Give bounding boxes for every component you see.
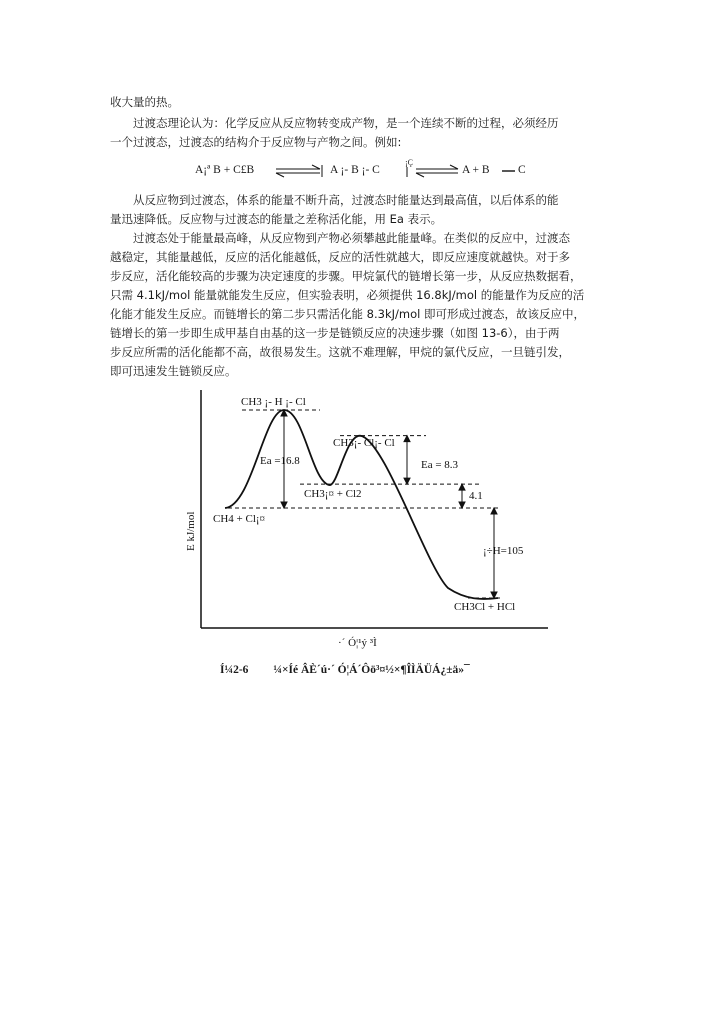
label-ts2: CH3¡- Cl¡- Cl: [333, 437, 395, 449]
label-reactants: CH4 + Cl¡¤: [213, 513, 266, 525]
label-ea2: Ea = 8.3: [421, 459, 459, 471]
text-line: 量迅速降低。反应物与过渡态的能量之差称活化能，用 Ea 表示。: [110, 212, 443, 226]
y-axis-label: E kJ/mol: [185, 511, 197, 551]
arrow-dh1: [459, 484, 465, 508]
arrow-ea2: [404, 436, 410, 484]
text-line: 从反应物到过渡态，体系的能量不断升高，过渡态时能量达到最高值，以后体系的能: [133, 193, 559, 207]
paragraph-transition-theory: [110, 114, 620, 152]
label-ts1: CH3 ¡- H ¡- Cl: [241, 396, 306, 408]
paragraph-activation-energy: [110, 191, 620, 229]
text-line: 只需 4.1kJ/mol 能量就能发生反应，但实验表明，必须提供 16.8kJ/mol 的能量作为反应的活: [110, 288, 585, 302]
product-formula: A + B: [462, 164, 490, 176]
energy-diagram: [180, 388, 560, 663]
text-line: 即可迅速发生链锁反应。: [110, 364, 237, 378]
text-line: 化能才能发生反应。而链增长的第二步只需活化能 8.3kJ/mol 即可形成过渡态，故该反应中，: [110, 307, 585, 321]
figure-caption: [220, 664, 470, 676]
label-products: CH3Cl + HCl: [454, 601, 516, 613]
reaction-equation: [190, 158, 550, 181]
label-intermediate: CH3¡¤ + Cl2: [304, 488, 362, 500]
transition-state-formula: A ¡- B ¡- C: [330, 164, 380, 176]
text-line: 越稳定，其能量越低，反应的活化能越低，反应的活性就越大，即反应速度就越快。对于多: [110, 250, 570, 264]
text-line: 收大量的热。: [110, 95, 179, 109]
product-c: C: [518, 164, 526, 176]
text-line: 步反应所需的活化能都不高，故很易发生。这就不难理解，甲烷的氯代反应，一旦链引发，: [110, 345, 570, 359]
transition-state-mark: ¡Ç: [405, 158, 413, 167]
x-axis-label: ·´ Ó¦¹ý ³Ì: [338, 637, 377, 649]
text-line: 过渡态理论认为：化学反应从反应物转变成产物，是一个连续不断的过程，必须经历: [133, 116, 559, 130]
figure-number: Í¼2-6: [220, 664, 249, 676]
text-line: 一个过渡态，过渡态的结构介于反应物与产物之间。例如:: [110, 135, 402, 149]
text-line: 链增长的第一步即生成甲基自由基的这一步是链锁反应的决速步骤（如图 13-6），由于两: [110, 326, 560, 340]
reactant-formula: A¡ª B + C£B: [195, 164, 255, 176]
label-ea1: Ea =16.8: [260, 455, 300, 467]
figure-caption-text: ¼×Íé ÂÈ´ú·´ Ó¦Á´Ôö³¤½×¶ÎÌÄÜÁ¿±ä»¯: [273, 664, 470, 676]
label-dh1: 4.1: [469, 490, 483, 502]
label-dh-total: ¡÷H=105: [483, 545, 524, 557]
paragraph-rate-determining: [110, 229, 620, 381]
text-line: 过渡态处于能量最高峰，从反应物到产物必须攀越此能量峰。在类似的反应中，过渡态: [133, 231, 570, 245]
paragraph-intro: [110, 93, 620, 112]
text-line: 步反应，活化能较高的步骤为决定速度的步骤。甲烷氯代的链增长第一步，从反应热数据看，: [110, 269, 582, 283]
